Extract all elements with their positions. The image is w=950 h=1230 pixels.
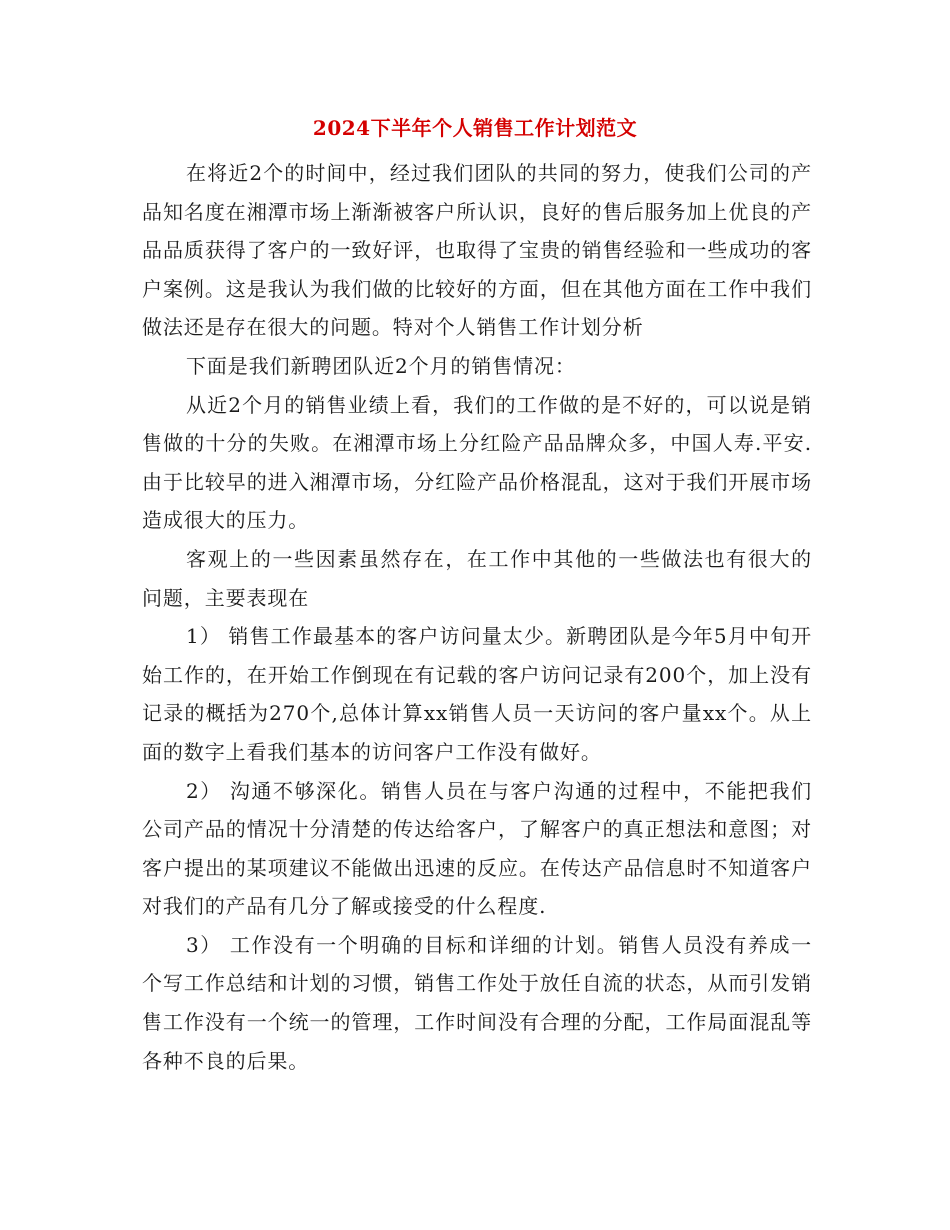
document-title: 2024下半年个人销售工作计划范文 — [312, 116, 638, 140]
paragraph-problem-2: 2） 沟通不够深化。销售人员在与客户沟通的过程中，不能把我们公司产品的情况十分清楚的传达给客户，了解客户的真正想法和意图；对客户提出的某项建议不能做出迅速的反应。在传达产品信息时不知道客户对我们的产品有几分了解或接受的什么程度. — [142, 778, 812, 919]
paragraph-problems-intro: 客观上的一些因素虽然存在，在工作中其他的一些做法也有很大的问题，主要表现在 — [142, 546, 812, 610]
paragraph-problem-3: 3） 工作没有一个明确的目标和详细的计划。销售人员没有养成一个写工作总结和计划的习惯，销售工作处于放任自流的状态，从而引发销售工作没有一个统一的管理，工作时间没有合理的分配，工作局面混乱等各种不良的后果。 — [142, 932, 812, 1073]
paragraph-problem-1: 1） 销售工作最基本的客户访问量太少。新聘团队是今年5月中旬开始工作的，在开始工作倒现在有记载的客户访问记录有200个，加上没有记录的概括为270个,总体计算xx销售人员一天访问的客户量xx个。从上面的数字上看我们基本的访问客户工作没有做好。 — [142, 624, 812, 764]
paragraph-intro: 在将近2个的时间中，经过我们团队的共同的努力，使我们公司的产品知名度在湘潭市场上渐渐被客户所认识，良好的售后服务加上优良的产品品质获得了客户的一致好评，也取得了宝贵的销售经验和一些成功的客户案例。这是我认为我们做的比较好的方面，但在其他方面在工作中我们做法还是存在很大的问题。特对个人销售工作计划分析 — [142, 161, 812, 340]
paragraph-sales-situation: 下面是我们新聘团队近2个月的销售情况： — [186, 353, 576, 378]
paragraph-performance: 从近2个月的销售业绩上看，我们的工作做的是不好的，可以说是销售做的十分的失败。在湘潭市场上分红险产品品牌众多，中国人寿.平安.由于比较早的进入湘潭市场，分红险产品价格混乱，这对于我们开展市场造成很大的压力。 — [142, 392, 812, 533]
document-body — [142, 154, 812, 1080]
